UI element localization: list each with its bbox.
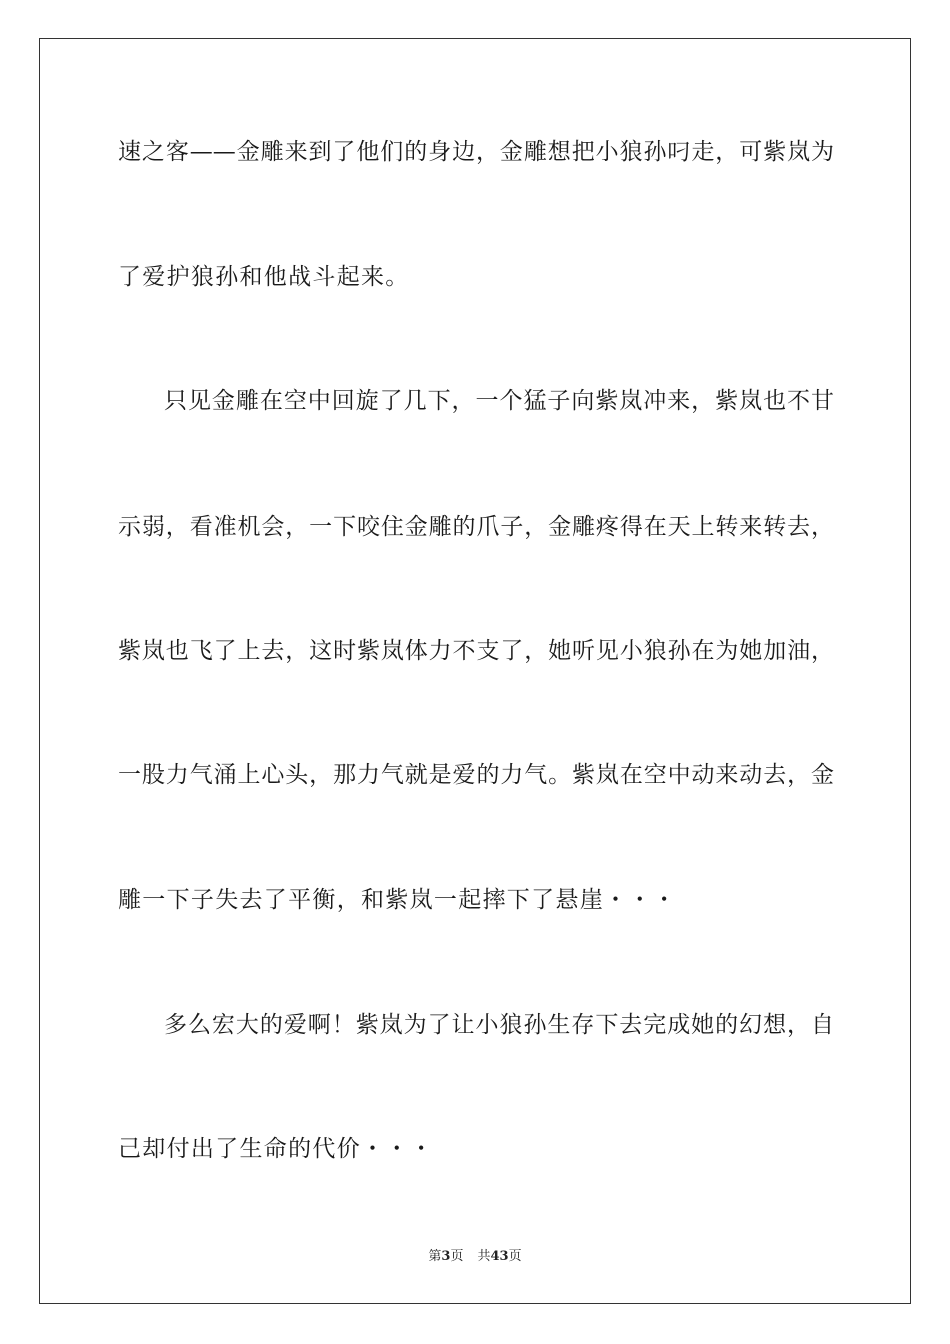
page-frame	[39, 38, 911, 1304]
paragraph-first-line: 只见金雕在空中回旋了几下，一个猛子向紫岚冲来，紫岚也不甘	[164, 388, 834, 414]
total-suffix: 页	[508, 1249, 522, 1264]
text-line: 了爱护狼孙和他战斗起来。	[118, 264, 410, 290]
text-line: 示弱，看准机会，一下咬住金雕的爪子，金雕疼得在天上转来转去，	[118, 514, 834, 540]
text-line: 己却付出了生命的代价・・・	[118, 1136, 434, 1162]
page-prefix: 第	[428, 1249, 442, 1264]
page-suffix: 页	[450, 1249, 464, 1264]
total-pages: 43	[490, 1249, 509, 1264]
total-prefix: 共	[477, 1249, 491, 1264]
page-number: 3	[441, 1249, 451, 1264]
paragraph-first-line: 多么宏大的爱啊！紫岚为了让小狼孙生存下去完成她的幻想，自	[164, 1012, 834, 1038]
page-footer	[0, 1248, 950, 1266]
text-line: 一股力气涌上心头，那力气就是爱的力气。紫岚在空中动来动去，金	[118, 762, 834, 788]
text-line: 雕一下子失去了平衡，和紫岚一起摔下了悬崖・・・	[118, 887, 677, 913]
text-line: 紫岚也飞了上去，这时紫岚体力不支了，她听见小狼孙在为她加油，	[118, 638, 834, 664]
text-line: 速之客——金雕来到了他们的身边，金雕想把小狼孙叼走，可紫岚为	[118, 139, 834, 165]
